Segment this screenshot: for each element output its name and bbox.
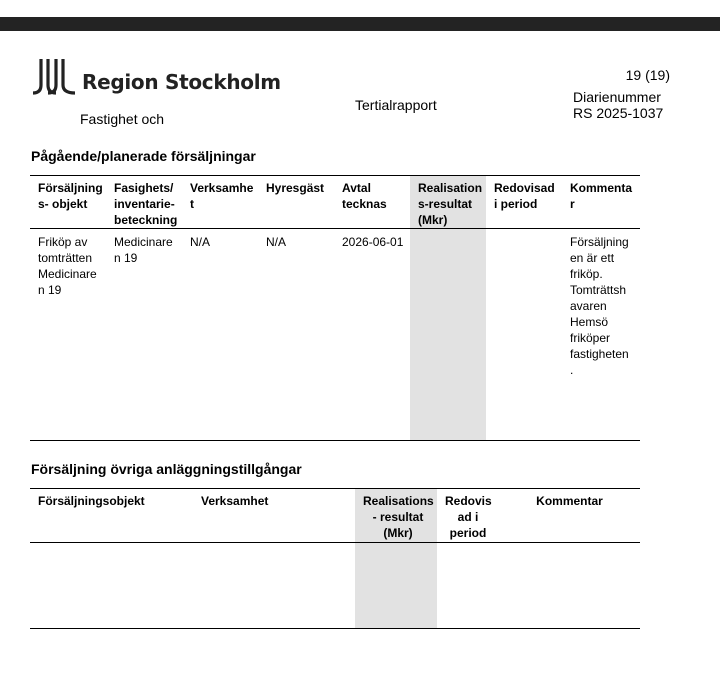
top-bar-strip [0, 17, 720, 31]
cell-text-line: Kommenta [570, 181, 633, 195]
cell-text-line: Kommentar [536, 494, 603, 508]
header-comment [495, 489, 640, 543]
other-assets-header-row [30, 489, 640, 543]
cell-realisation-result [410, 229, 486, 441]
cell-text-line: Hemsö [570, 315, 609, 329]
cell-text-line: tomträtten [38, 251, 93, 265]
table-row [30, 543, 640, 629]
header-operation [193, 489, 355, 543]
cell-operation [193, 543, 355, 629]
cell-text-line: r [570, 197, 575, 211]
sales-table-title: Pågående/planerade försäljningar [31, 148, 256, 164]
cell-text-line: i period [494, 197, 538, 211]
cell-text-line: (Mkr) [383, 526, 413, 540]
cell-text-line: Försäljningsobjekt [38, 494, 145, 508]
cell-text-line: avaren [570, 299, 607, 313]
cell-reported-period [486, 229, 562, 441]
cell-text-line: Hyresgäst [266, 181, 325, 195]
cell-text-line: s- objekt [38, 197, 88, 211]
cell-text-line: inventarie- [114, 197, 175, 211]
cell-text-line: Försäljning [38, 181, 103, 195]
cell-text-line: ad i [457, 510, 479, 524]
cell-text-line: Verksamhe [190, 181, 254, 195]
header-sales-object [30, 489, 193, 543]
cell-tenant [258, 229, 334, 441]
cell-text-line: Försäljning [570, 235, 629, 249]
header-agreement-signed [334, 176, 410, 229]
cell-text-line: . [570, 363, 574, 377]
header-property-designation [106, 176, 182, 229]
diary-number: RS 2025-1037 [573, 105, 664, 121]
page-number: 19 (19) [625, 67, 670, 83]
cell-text-line: Redovisad [494, 181, 555, 195]
cell-text-line: tecknas [342, 197, 387, 211]
cell-reported-period [437, 543, 495, 629]
cell-comment [495, 543, 640, 629]
cell-text-line: Avtal [342, 181, 371, 195]
cell-text-line: Fasighets/ [114, 181, 174, 195]
header-tenant [258, 176, 334, 229]
subunit-label: Fastighet och [80, 111, 165, 127]
header-reported-period [486, 176, 562, 229]
cell-property-designation [106, 229, 182, 441]
document-type: Tertialrapport [355, 97, 437, 113]
cell-text-line: s-resultat [418, 197, 473, 211]
cell-realisation-result [355, 543, 437, 629]
cell-operation [182, 229, 258, 441]
other-assets-table-title: Försäljning övriga anläggningstillgångar [31, 461, 302, 477]
cell-text-line: Medicinare [114, 235, 173, 249]
cell-text-line: Tomträttsh [570, 283, 627, 297]
region-stockholm-logo-icon [32, 58, 76, 96]
cell-agreement-signed [334, 229, 410, 441]
cell-text-line: period [449, 526, 487, 540]
cell-text-line: N/A [190, 235, 211, 249]
header-comment [562, 176, 640, 229]
logo-text: Region Stockholm [82, 70, 281, 94]
table-row [30, 229, 640, 441]
cell-text-line: t [190, 197, 194, 211]
cell-text-line: beteckning [114, 213, 178, 227]
header-sales-object [30, 176, 106, 229]
cell-text-line: friköp. [570, 267, 603, 281]
cell-text-line: 2026-06-01 [342, 235, 404, 249]
cell-text-line: n 19 [38, 283, 62, 297]
cell-text-line: fastigheten [570, 347, 629, 361]
cell-text-line: n 19 [114, 251, 138, 265]
cell-text-line: Realisation [418, 181, 483, 195]
cell-text-line: - resultat [372, 510, 424, 524]
cell-comment [562, 229, 640, 441]
cell-text-line: (Mkr) [418, 213, 448, 227]
other-assets-table [30, 488, 640, 629]
cell-text-line: Friköp av [38, 235, 88, 249]
diary-label: Diarienummer [573, 89, 661, 105]
cell-text-line: friköper [570, 331, 611, 345]
sales-table-header-row [30, 176, 640, 229]
cell-sales-object [30, 229, 106, 441]
cell-text-line: N/A [266, 235, 287, 249]
region-logo [32, 58, 281, 96]
header-reported-period [437, 489, 495, 543]
cell-text-line: Verksamhet [201, 494, 269, 508]
cell-text-line: Redovis [445, 494, 492, 508]
top-bar [0, 0, 720, 31]
cell-text-line: Realisations [363, 494, 434, 508]
cell-text-line: Medicinare [38, 267, 97, 281]
sales-table [30, 175, 640, 441]
cell-text-line: en är ett [570, 251, 615, 265]
header-realisation-result [355, 489, 437, 543]
header-realisation-result [410, 176, 486, 229]
cell-sales-object [30, 543, 193, 629]
header-operation [182, 176, 258, 229]
